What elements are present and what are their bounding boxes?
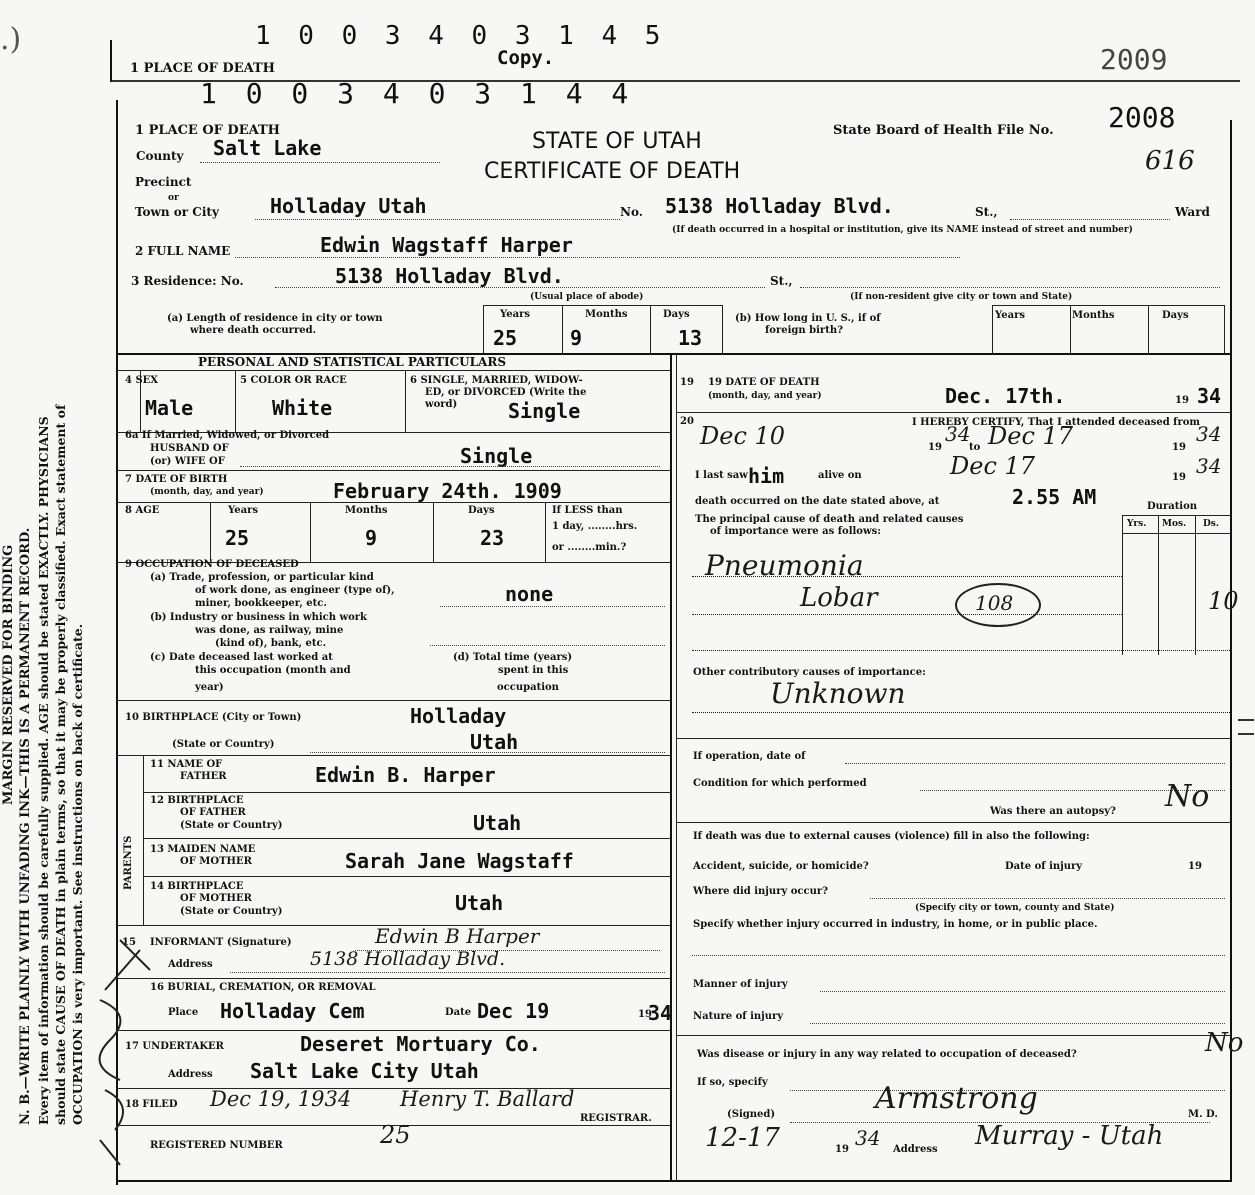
cause-primary: Pneumonia [705,549,864,582]
physician-signature: Armstrong [875,1081,1038,1116]
parents-label: PARENTS [123,835,134,890]
informant-number: 15 [122,937,136,948]
father-birthplace-label: 12 BIRTHPLACE [150,795,244,806]
race-label: 5 COLOR OR RACE [240,375,347,386]
margin-notice: N. B.—WRITE PLAINLY WITH UNFADING INK—THIS IS A PERMANENT RECORD. [18,527,33,1125]
cause-secondary: Lobar [800,583,878,613]
residence-years: 25 [493,326,518,350]
residence-months: 9 [570,326,583,350]
margin-line-3: should state CAUSE OF DEATH in plain terms, so that it may be properly classified. Exact statement of [53,404,68,1125]
birthplace-state: Utah [470,730,519,754]
age-label: 8 AGE [125,505,160,516]
death-year: 34 [1197,384,1222,408]
birthplace-label: 10 BIRTHPLACE (City or Town) [125,712,302,723]
residence-label: 3 Residence: No. [131,274,244,288]
town-label: Town or City [135,205,219,219]
undertaker-address: Salt Lake City Utah [250,1059,479,1083]
burial-year: 34 [648,1001,673,1025]
margin-scribble [80,930,160,1170]
mother-birthplace-value: Utah [455,891,504,915]
street-no-label: No. [620,205,643,219]
ward-label: Ward [1175,205,1210,219]
cause-label: The principal cause of death and related causes [695,514,964,525]
marital-value: Single [508,399,581,423]
back-place-label: 1 PLACE OF DEATH [130,61,275,76]
certificate-title: CERTIFICATE OF DEATH [484,159,741,184]
registrar-label: REGISTRAR. [580,1113,652,1124]
physician-address: Murray - Utah [975,1121,1164,1151]
race-value: White [272,396,333,420]
pronoun-value: him [748,464,785,488]
occupation-related-value: No [1205,1028,1244,1058]
informant-signature: Edwin B Harper [375,924,540,948]
file-number: 2008 [1108,101,1176,134]
death-date-label: 19 DATE OF DEATH [708,377,820,388]
registered-number-label: REGISTERED NUMBER [150,1140,283,1151]
attended-to: Dec 17 [988,422,1074,450]
form-bottom-border [116,1180,1232,1182]
age-months: 9 [365,526,378,550]
file-number-label: State Board of Health File No. [833,123,1054,138]
spouse-label: 6a If Married, Widowed, or Divorced [125,430,330,441]
center-divider [670,353,672,1180]
signed-date: 12-17 [705,1123,780,1153]
copy-stamp: Copy. [497,47,555,69]
full-name-label: 2 FULL NAME [135,244,231,258]
contributory-label: Other contributory causes of importance: [693,667,926,678]
margin-line-2: Every item of information should be carefully supplied. AGE should be stated EXACTLY. PHYSICIANS [36,416,51,1125]
front-stamp-number: 1 0 0 3 4 0 3 1 4 4 [200,77,635,110]
sex-value: Male [145,396,194,420]
death-date-number: 19 [680,377,694,388]
certify-text: I HEREBY CERTIFY, That I attended deceased from [912,417,1201,428]
cause-code: 108 [975,591,1014,615]
form-right-border [1230,120,1232,1180]
file-number-handwritten: 616 [1145,146,1195,176]
hospital-note: (If death occurred in a hospital or institution, give its NAME instead of street and number) [672,225,1133,235]
death-address: 5138 Holladay Blvd. [665,194,894,218]
back-sheet-left-edge [110,40,112,82]
death-time: 2.55 AM [1012,485,1097,509]
usual-abode-note: (Usual place of abode) [530,292,644,302]
state-title: STATE OF UTAH [532,129,702,154]
place-of-death-label: 1 PLACE OF DEATH [135,123,280,138]
attended-from: Dec 10 [700,422,786,450]
registered-number: 25 [380,1121,411,1149]
contributory-value: Unknown [770,677,906,710]
margin-reserved: MARGIN RESERVED FOR BINDING [1,544,16,805]
birthplace-city: Holladay [410,704,507,728]
us-residence-label: (b) How long in U. S., if of [735,313,881,324]
operation-label: If operation, date of [693,751,806,762]
marital-label: 6 SINGLE, MARRIED, WIDOW- [410,375,583,386]
birth-date-value: February 24th. 1909 [333,479,562,503]
precinct-label: Precinct [135,175,192,189]
death-date-value: Dec. 17th. [945,384,1066,408]
nonresident-note: (If non-resident give city or town and State) [850,292,1073,302]
cause-duration: 10 [1208,587,1239,615]
last-saw-date: Dec 17 [950,452,1036,480]
residence-days: 13 [678,326,703,350]
back-stamp-number: 1 0 0 3 4 0 3 1 4 5 [255,21,667,51]
age-years: 25 [225,526,250,550]
length-residence-label: (a) Length of residence in city or town [167,313,383,324]
or-label: or [168,193,179,203]
town-value: Holladay Utah [270,194,427,218]
personal-header: PERSONAL AND STATISTICAL PARTICULARS [198,355,507,369]
back-sheet-mark: .) [0,22,22,57]
right-edge-marks [1236,690,1255,750]
spouse-value: Single [460,444,533,468]
occupation-value: none [505,582,554,606]
filed-label: 18 FILED [125,1099,178,1110]
informant-label: INFORMANT (Signature) [150,937,292,948]
county-value: Salt Lake [213,136,322,160]
undertaker-value: Deseret Mortuary Co. [300,1032,541,1056]
external-causes-label: If death was due to external causes (violence) fill in also the following: [693,831,1090,842]
registrar-signature: Henry T. Ballard [400,1087,575,1111]
occupation-label: 9 OCCUPATION OF DECEASED [125,559,299,570]
filed-date: Dec 19, 1934 [210,1087,352,1111]
burial-label: 16 BURIAL, CREMATION, OR REMOVAL [150,982,376,993]
mother-birthplace-label: 14 BIRTHPLACE [150,881,244,892]
residence-st-label: St., [770,274,793,288]
age-days: 23 [480,526,505,550]
sex-label: 4 SEX [125,375,159,386]
undertaker-label: 17 UNDERTAKER [125,1041,224,1052]
county-label: County [136,149,184,163]
burial-place: Holladay Cem [220,999,365,1023]
full-name-value: Edwin Wagstaff Harper [320,233,573,257]
back-file-number: 2009 [1100,43,1168,76]
father-birthplace-value: Utah [473,811,522,835]
mother-label: 13 MAIDEN NAME [150,844,256,855]
autopsy-value: No [1165,779,1210,814]
mother-value: Sarah Jane Wagstaff [345,849,574,873]
street-label: St., [975,205,998,219]
residence-value: 5138 Holladay Blvd. [335,264,564,288]
burial-date: Dec 19 [477,999,550,1023]
margin-line-4: OCCUPATION is very important. See instructions on back of certificate. [70,623,85,1125]
father-label: 11 NAME OF [150,759,223,770]
father-value: Edwin B. Harper [315,763,496,787]
birth-date-label: 7 DATE OF BIRTH [125,474,228,485]
informant-address: 5138 Holladay Blvd. [310,948,506,970]
